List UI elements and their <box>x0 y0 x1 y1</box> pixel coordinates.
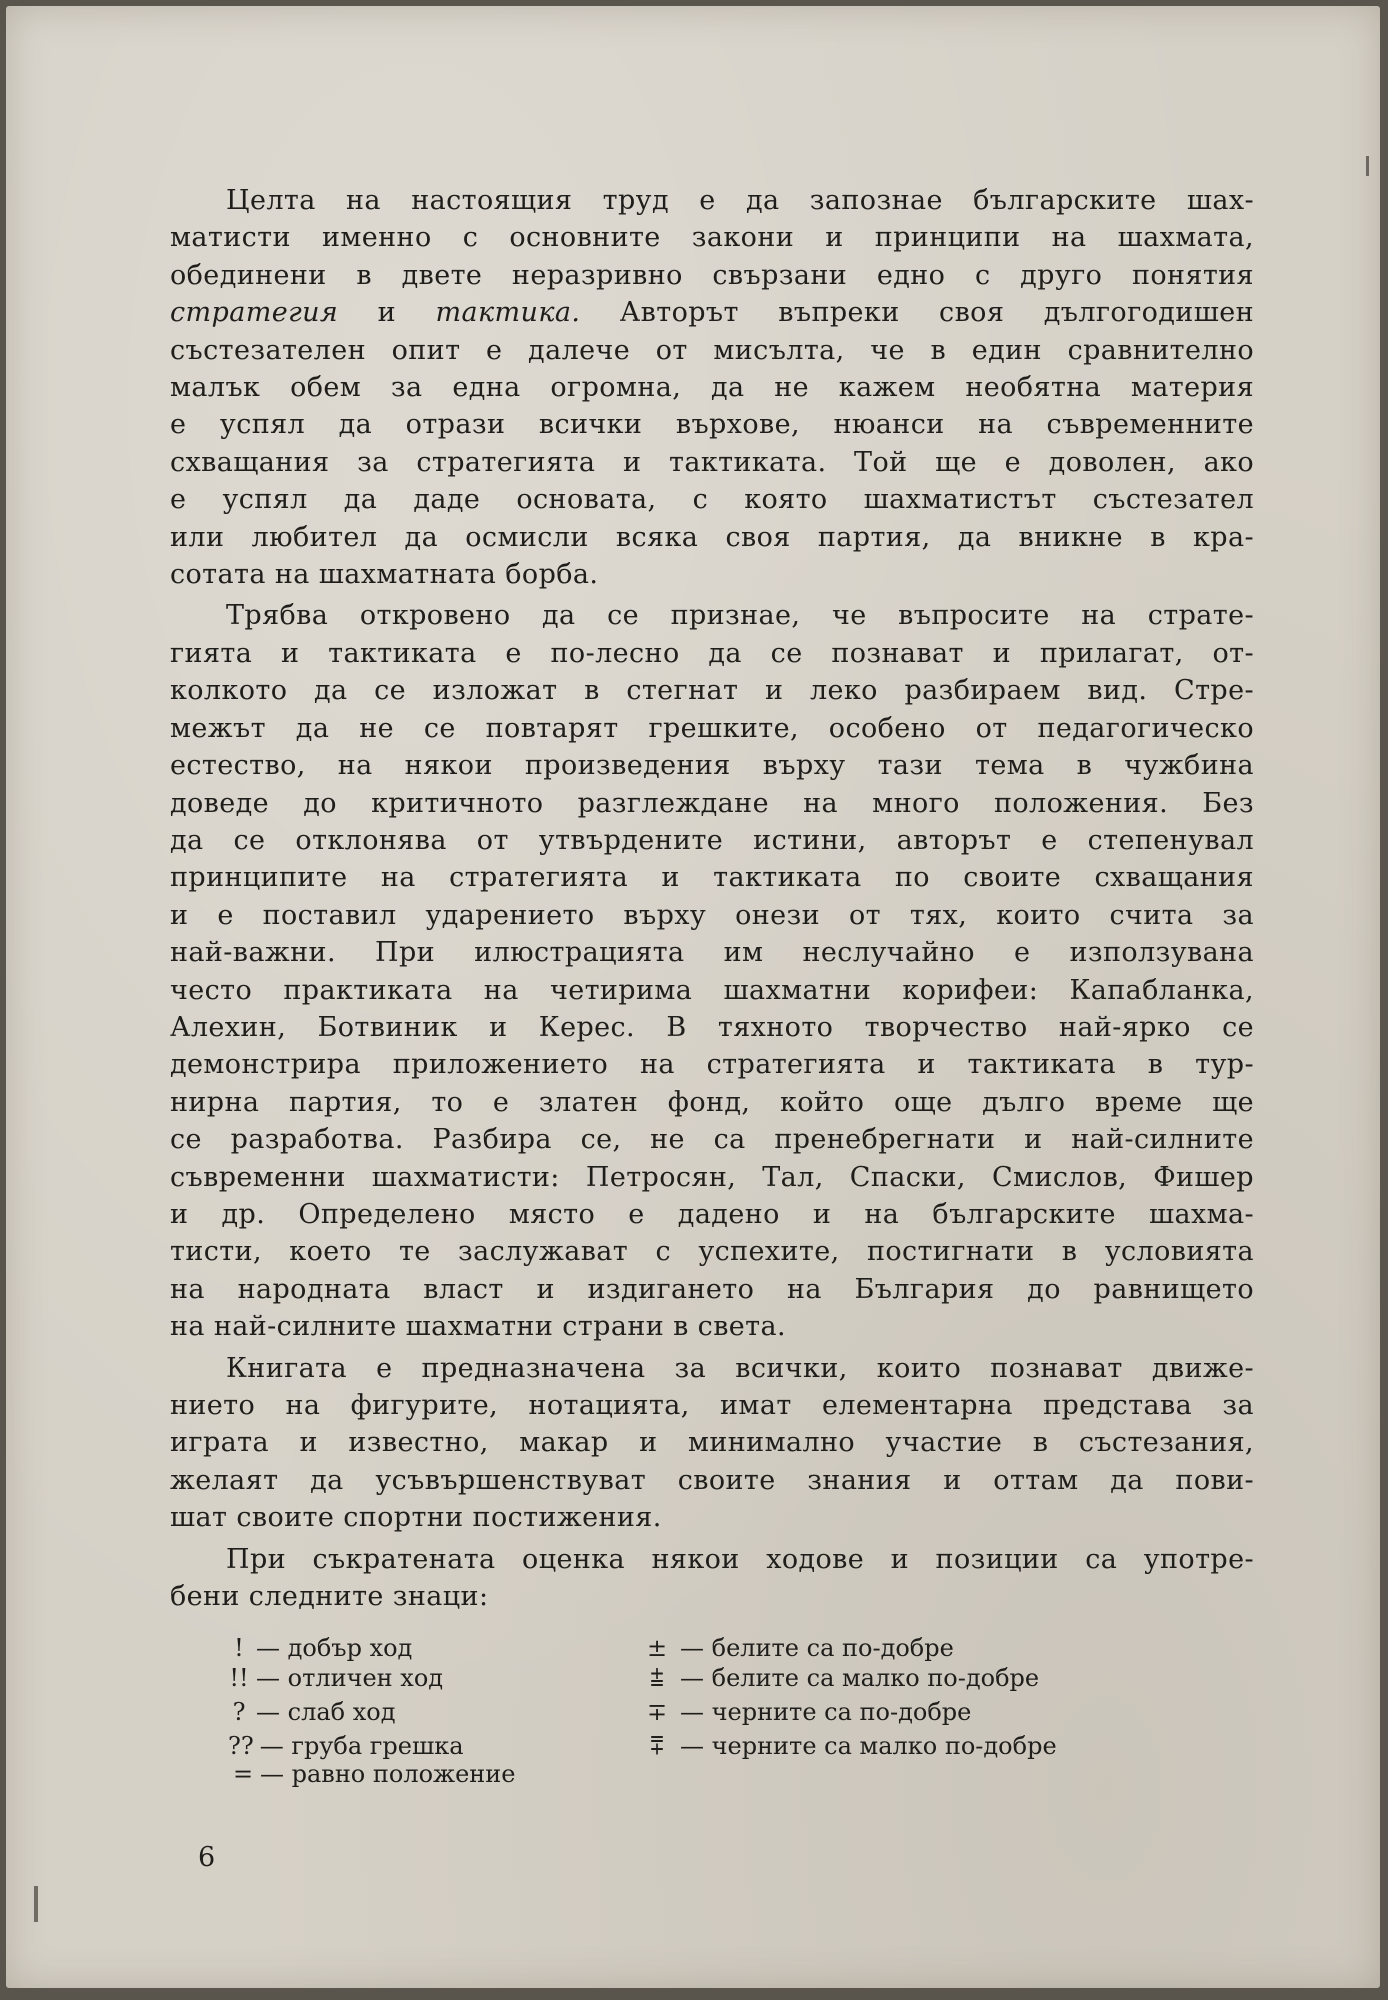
text-line: При съкратената оценка някои ходове и позиции са употре- <box>226 1543 1254 1575</box>
italic-term: стратегия <box>170 297 339 329</box>
legend-text: — белите са малко по-добре <box>680 1664 1040 1692</box>
text-line: колкото да се изложат в стегнат и леко разбираем вид. Стре- <box>170 675 1254 707</box>
text-line: е успял да отрази всички върхове, нюанси на съвременните <box>170 409 1254 441</box>
legend-row <box>228 1634 412 1662</box>
text-line: е успял да даде основата, с която шахматистът състезател <box>170 484 1254 516</box>
paragraph <box>170 1350 1254 1537</box>
text-line: желаят да усъвършенствуват своите знания и оттам да пови- <box>170 1464 1254 1496</box>
text-line: обединени в двете неразривно свързани едно с друго понятия <box>170 259 1254 291</box>
legend-text: — черните са малко по-добре <box>680 1732 1057 1760</box>
text-line: малък обем за една огромна, да не кажем необятна материя <box>170 372 1254 404</box>
book-page <box>6 6 1380 1988</box>
legend-text: — слаб ход <box>256 1698 396 1726</box>
legend-symbol: = <box>232 1760 254 1788</box>
legend-row <box>640 1634 954 1662</box>
text-line: сотата на шахматната борба. <box>170 559 599 591</box>
text-line: Алехин, Ботвиник и Керес. В тяхното творчество най-ярко се <box>170 1011 1254 1043</box>
text-line: бени следните знаци: <box>170 1581 489 1613</box>
text-line: стратегия и тактика. Авторът въпреки своя дългогодишен <box>170 297 1254 329</box>
text-line: на най-силните шахматни страни в света. <box>170 1311 786 1343</box>
text-line: тисти, което те заслужават с успехите, постигнати в условията <box>170 1236 1254 1268</box>
legend-text: — отличен ход <box>256 1664 444 1692</box>
legend-text: — добър ход <box>256 1634 413 1662</box>
legend-symbol: ± <box>646 1634 668 1662</box>
text-line: и др. Определено място е дадено и на българските шахма- <box>170 1198 1254 1230</box>
text-line: съвременни шахматисти: Петросян, Тал, Спаски, Смислов, Фишер <box>170 1161 1254 1193</box>
legend-symbol: ∓ <box>646 1698 668 1726</box>
text-line: да се отклонява от утвърдените истини, авторът е степенувал <box>170 824 1254 856</box>
paragraph <box>170 182 1254 593</box>
legend-symbol: ⩲ <box>649 1664 665 1692</box>
legend-row <box>232 1760 516 1788</box>
legend-row <box>228 1732 464 1760</box>
text-line: схващания за стратегията и тактиката. Той ще е доволен, ако <box>170 446 1254 478</box>
text-line: и е поставил ударението върху онези от тях, които счита за <box>170 899 1254 931</box>
legend-text: — груба грешка <box>259 1732 464 1760</box>
text-line: най-важни. При илюстрацията им неслучайно е използувана <box>170 937 1254 969</box>
text-line: на народната власт и издигането на България до равнището <box>170 1273 1254 1305</box>
legend-text: — равно положение <box>260 1760 516 1788</box>
legend-row <box>228 1664 443 1692</box>
text-line: или любител да осмисли всяка своя партия, да вникне в кра- <box>170 521 1254 553</box>
text-line: матисти именно с основните закони и принципи на шахмата, <box>170 222 1254 254</box>
legend-symbol: ! <box>234 1634 244 1662</box>
legend-symbol: !! <box>229 1664 249 1692</box>
page-number: 6 <box>198 1842 216 1873</box>
legend-text: — черните са по-добре <box>680 1698 972 1726</box>
paragraph <box>170 1541 1254 1616</box>
legend-row <box>640 1664 1039 1692</box>
text-line: доведе до критичното разглеждане на много положения. Без <box>170 787 1254 819</box>
legend-text: — белите са по-добре <box>680 1634 954 1662</box>
text-line: Целта на настоящия труд е да запознае българските шах- <box>226 185 1254 216</box>
scan-edge-mark <box>1366 156 1369 176</box>
legend-symbol: ?? <box>228 1732 254 1760</box>
text-line: принципите на стратегията и тактиката по своите схващания <box>170 862 1254 894</box>
text-line: често практиката на четирима шахматни корифеи: Капабланка, <box>170 974 1254 1006</box>
text-line: гията и тактиката е по-лесно да се познават и прилагат, от- <box>170 637 1254 669</box>
legend-symbol: ⩱ <box>649 1732 665 1760</box>
body-text <box>170 182 1254 1619</box>
text-line: шат своите спортни постижения. <box>170 1502 662 1534</box>
text-line: Книгата е предназначена за всички, които познават движе- <box>226 1352 1254 1384</box>
text-line: се разработва. Разбира се, не са пренебрегнати и най-силните <box>170 1124 1254 1156</box>
legend-row <box>640 1698 971 1726</box>
scan-edge-mark <box>34 1886 38 1922</box>
text-line: състезателен опит е далече от мисълта, че в един сравнително <box>170 334 1254 366</box>
text-line: Трябва откровено да се признае, че въпросите на страте- <box>226 600 1254 632</box>
text-line: межът да не се повтарят грешките, особено от педагогическо <box>170 712 1254 744</box>
text-line: естество, на някои произведения върху тази тема в чужбина <box>170 750 1254 782</box>
text-line: демонстрира приложението на стратегията и тактиката в тур- <box>170 1049 1254 1081</box>
paragraph <box>170 597 1254 1345</box>
italic-term: тактика. <box>435 297 581 329</box>
text-line: играта и известно, макар и минимално участие в състезания, <box>170 1427 1254 1459</box>
text-line: нирна партия, то е златен фонд, който още дълго време ще <box>170 1086 1254 1118</box>
legend-symbol: ? <box>232 1698 246 1726</box>
legend-row <box>228 1698 395 1726</box>
text-line: нието на фигурите, нотацията, имат елементарна представа за <box>170 1390 1254 1421</box>
legend-row <box>640 1732 1057 1760</box>
